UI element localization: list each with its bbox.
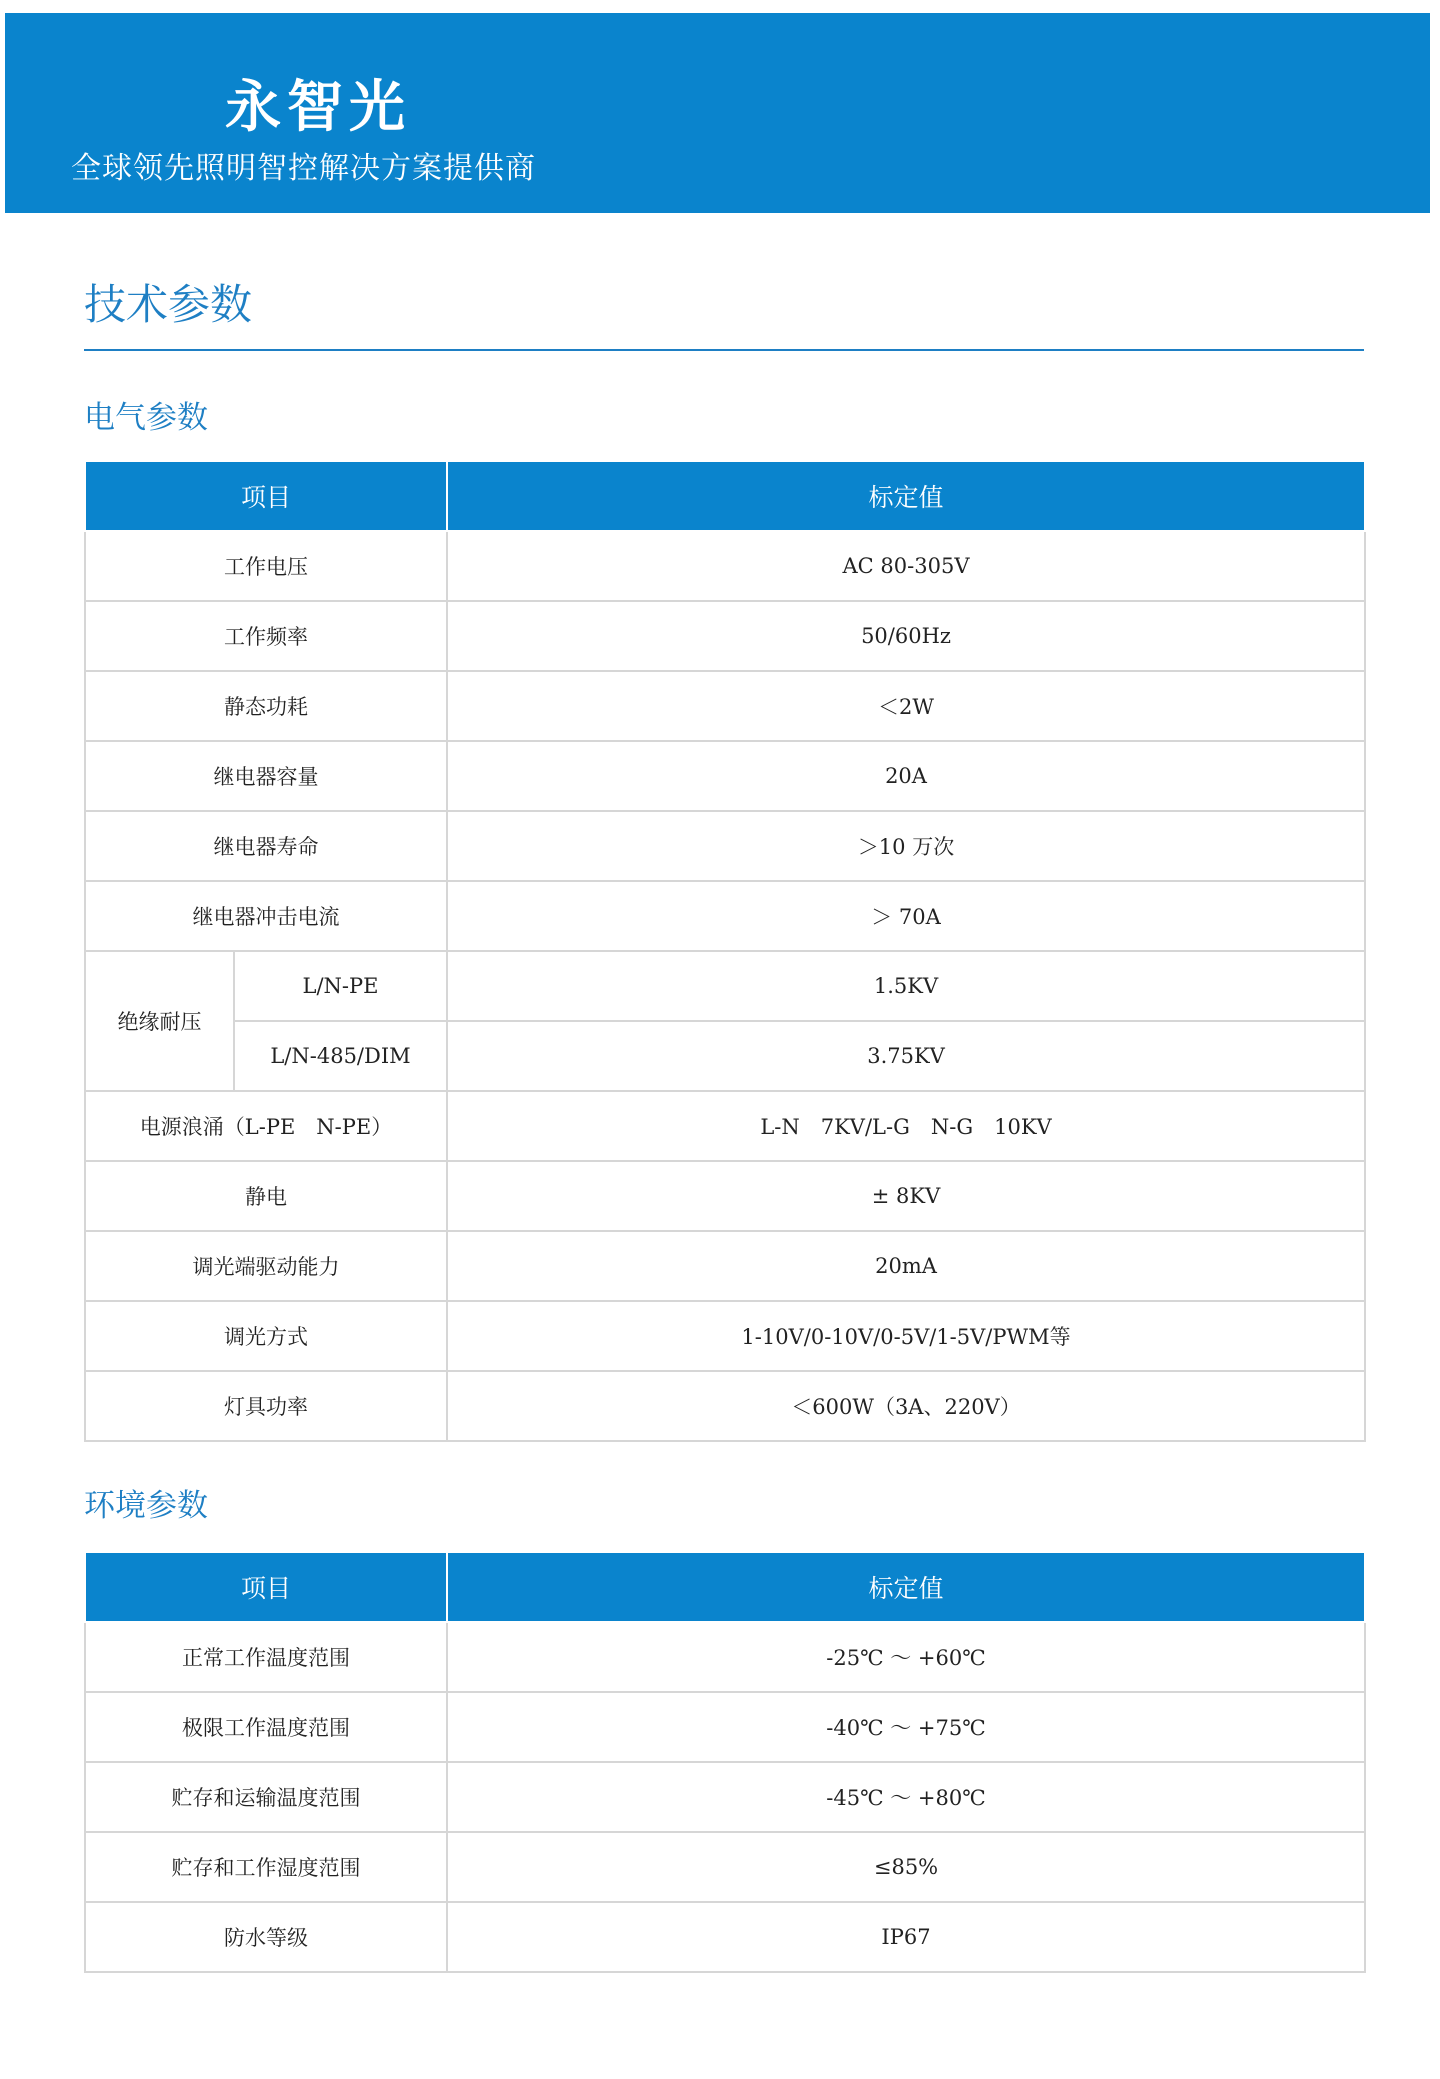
item-cell: 调光方式	[85, 1301, 447, 1371]
value-cell: 3.75KV	[447, 1021, 1365, 1091]
item-cell: 静态功耗	[85, 671, 447, 741]
item-cell-insulation: 绝缘耐压	[85, 951, 234, 1091]
table-row	[85, 1762, 1365, 1832]
column-header-value: 标定值	[447, 1553, 1365, 1622]
value-cell: L-N 7KV/L-G N-G 10KV	[447, 1091, 1365, 1161]
value-cell: ＞10 万次	[447, 811, 1365, 881]
electrical-table	[84, 462, 1366, 1442]
value-cell: ± 8KV	[447, 1161, 1365, 1231]
value-cell: ＞ 70A	[447, 881, 1365, 951]
value-cell: 1.5KV	[447, 951, 1365, 1021]
table-row	[85, 1371, 1365, 1441]
value-cell: 20A	[447, 741, 1365, 811]
item-cell: 工作电压	[85, 531, 447, 601]
table-row	[85, 1091, 1365, 1161]
section-title-environment: 环境参数	[84, 1488, 208, 1524]
brand-name: 永智光	[225, 75, 411, 140]
environment-table	[84, 1553, 1366, 1973]
item-cell: 灯具功率	[85, 1371, 447, 1441]
item-cell: 正常工作温度范围	[85, 1622, 447, 1692]
section-title-electrical: 电气参数	[84, 400, 208, 436]
table-row	[85, 1902, 1365, 1972]
column-header-item: 项目	[85, 462, 447, 531]
item-cell: 静电	[85, 1161, 447, 1231]
item-cell: 防水等级	[85, 1902, 447, 1972]
value-cell: -40℃ ～ +75℃	[447, 1692, 1365, 1762]
table-row	[85, 671, 1365, 741]
table-row	[85, 1021, 1365, 1091]
table-row	[85, 951, 1365, 1021]
item-cell: 贮存和工作湿度范围	[85, 1832, 447, 1902]
table-row	[85, 1231, 1365, 1301]
title-divider	[84, 349, 1364, 351]
value-cell: AC 80-305V	[447, 531, 1365, 601]
item-cell: 贮存和运输温度范围	[85, 1762, 447, 1832]
subitem-cell: L/N-485/DIM	[234, 1021, 447, 1091]
brand-tagline: 全球领先照明智控解决方案提供商	[71, 151, 536, 186]
table-row	[85, 811, 1365, 881]
table-row	[85, 741, 1365, 811]
table-row	[85, 1161, 1365, 1231]
subitem-cell: L/N-PE	[234, 951, 447, 1021]
item-cell: 调光端驱动能力	[85, 1231, 447, 1301]
table-row	[85, 1832, 1365, 1902]
value-cell: ≤85%	[447, 1832, 1365, 1902]
table-row	[85, 601, 1365, 671]
table-row	[85, 531, 1365, 601]
table-row	[85, 1301, 1365, 1371]
value-cell: 1-10V/0-10V/0-5V/1-5V/PWM等	[447, 1301, 1365, 1371]
page-title: 技术参数	[84, 280, 253, 329]
value-cell: 20mA	[447, 1231, 1365, 1301]
column-header-item: 项目	[85, 1553, 447, 1622]
table-row	[85, 881, 1365, 951]
value-cell: ＜2W	[447, 671, 1365, 741]
item-cell: 电源浪涌（L-PE N-PE）	[85, 1091, 447, 1161]
value-cell: 50/60Hz	[447, 601, 1365, 671]
value-cell: IP67	[447, 1902, 1365, 1972]
value-cell: -25℃ ～ +60℃	[447, 1622, 1365, 1692]
item-cell: 工作频率	[85, 601, 447, 671]
header-banner	[5, 13, 1430, 213]
column-header-value: 标定值	[447, 462, 1365, 531]
item-cell: 继电器寿命	[85, 811, 447, 881]
value-cell: -45℃ ～ +80℃	[447, 1762, 1365, 1832]
table-row	[85, 1692, 1365, 1762]
value-cell: ＜600W（3A、220V）	[447, 1371, 1365, 1441]
table-row	[85, 1622, 1365, 1692]
item-cell: 继电器冲击电流	[85, 881, 447, 951]
item-cell: 极限工作温度范围	[85, 1692, 447, 1762]
item-cell: 继电器容量	[85, 741, 447, 811]
